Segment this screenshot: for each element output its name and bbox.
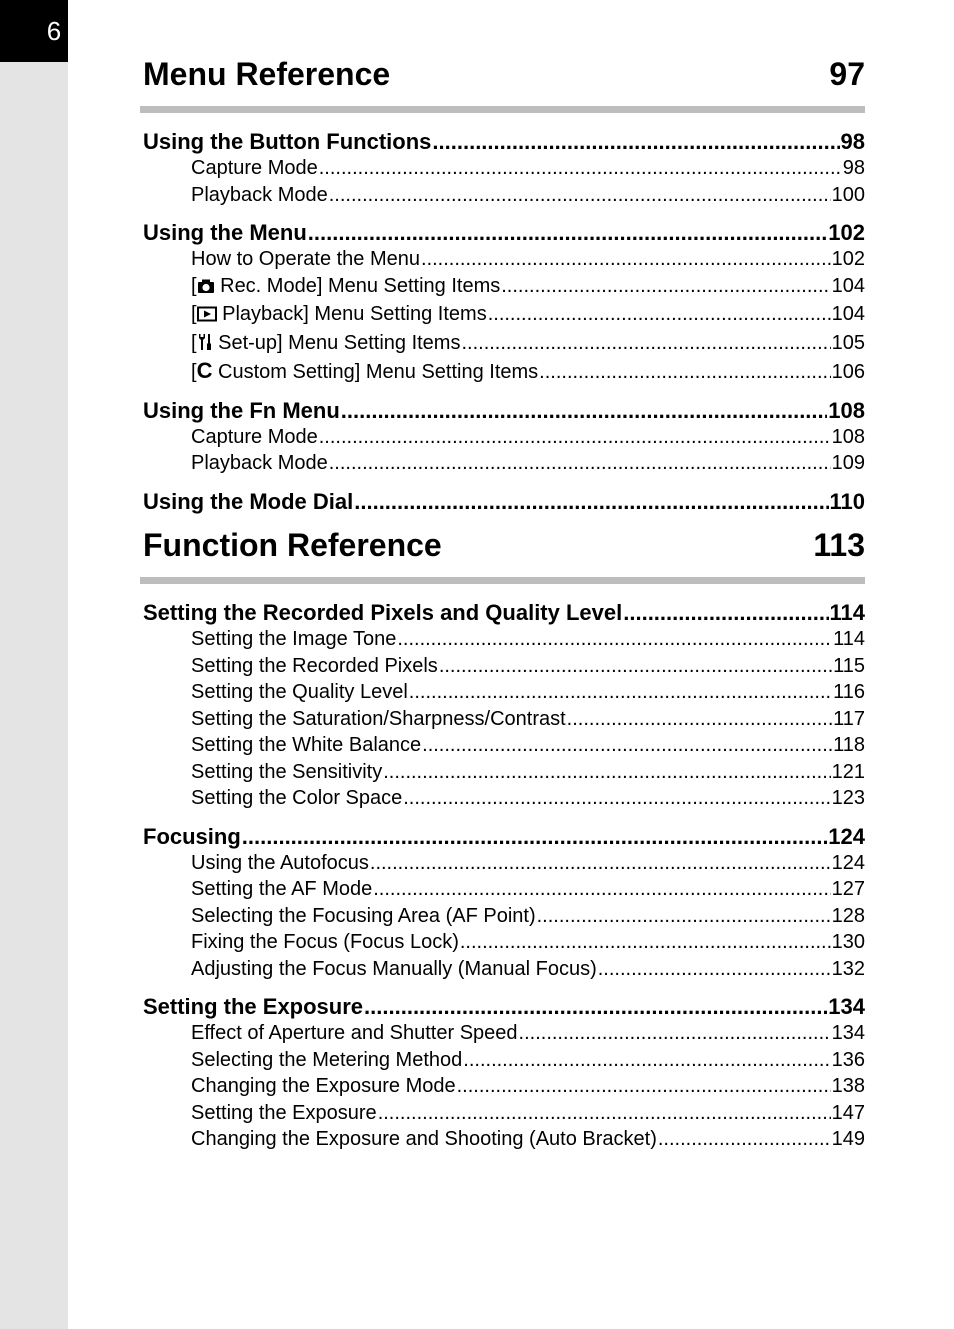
chapter-heading[interactable] <box>143 525 865 565</box>
chapter-title: Function Reference <box>143 527 442 563</box>
toc-entry[interactable]: Capture Mode ..... 108 <box>143 424 865 451</box>
toc-section <box>143 489 865 515</box>
chapter-page: 97 <box>829 56 865 92</box>
toc-section <box>143 129 865 208</box>
leader-dots <box>439 653 832 680</box>
toc-section-entry[interactable]: Using the Mode Dial ..... 110 <box>143 489 865 515</box>
leader-dots <box>598 956 831 983</box>
toc-entry[interactable]: Playback Mode ..... 109 <box>143 450 865 477</box>
toc-entry[interactable]: Fixing the Focus (Focus Lock) ..... 130 <box>143 929 865 956</box>
leader-dots <box>421 246 831 273</box>
leader-dots <box>329 182 831 209</box>
leader-dots <box>242 824 828 850</box>
toc-entry[interactable]: Setting the White Balance ..... 118 <box>143 732 865 759</box>
leader-dots <box>319 424 831 451</box>
camera-icon <box>197 275 215 302</box>
chapter-page: 113 <box>813 527 865 563</box>
toc-section-entry[interactable]: Setting the Exposure ..... 134 <box>143 994 865 1020</box>
leader-dots <box>354 489 828 515</box>
custom-c-icon: C <box>196 358 213 383</box>
leader-dots <box>378 1100 831 1127</box>
toc-entry[interactable]: Setting the AF Mode ..... 127 <box>143 876 865 903</box>
toc-entry[interactable]: Changing the Exposure Mode ..... 138 <box>143 1073 865 1100</box>
leader-dots <box>432 129 839 155</box>
leader-dots <box>329 450 831 477</box>
toc-entry[interactable]: Playback Mode ..... 100 <box>143 182 865 209</box>
leader-dots <box>370 850 831 877</box>
toc-entry[interactable]: Using the Autofocus ..... 124 <box>143 850 865 877</box>
leader-dots <box>658 1126 831 1153</box>
toc-entry[interactable]: Selecting the Focusing Area (AF Point) ..... 128 <box>143 903 865 930</box>
leader-dots <box>373 876 830 903</box>
chapter-rule <box>140 106 865 113</box>
leader-dots <box>403 785 830 812</box>
toc-entry[interactable]: Setting the Color Space ..... 123 <box>143 785 865 812</box>
toc-entry[interactable]: Selecting the Metering Method ..... 136 <box>143 1047 865 1074</box>
page-number-tab <box>0 0 68 62</box>
toc-entry[interactable]: [ Set-up] Menu Setting Items ..... 105 <box>143 330 865 359</box>
wrench-icon <box>197 332 213 359</box>
toc-section-entry[interactable]: Using the Menu ..... 102 <box>143 220 865 246</box>
leader-dots <box>501 273 830 300</box>
toc-section-entry[interactable]: Using the Button Functions ..... 98 <box>143 129 865 155</box>
playback-icon <box>197 303 217 330</box>
toc-section-entry[interactable]: Using the Fn Menu ..... 108 <box>143 398 865 424</box>
toc-entry[interactable]: [ Playback] Menu Setting Items ..... 104 <box>143 301 865 330</box>
toc-entry[interactable]: Setting the Recorded Pixels ..... 115 <box>143 653 865 680</box>
leader-dots <box>308 220 828 246</box>
toc-entry[interactable]: Setting the Saturation/Sharpness/Contrast ..... 117 <box>143 706 865 733</box>
leader-dots <box>422 732 832 759</box>
side-margin-strip <box>0 0 68 1329</box>
toc-entry[interactable]: [C Custom Setting] Menu Setting Items ..... 106 <box>143 358 865 386</box>
leader-dots <box>567 706 832 733</box>
toc-section-entry[interactable]: Setting the Recorded Pixels and Quality Level ..... 114 <box>143 600 865 626</box>
toc-section <box>143 398 865 477</box>
leader-dots <box>461 330 830 357</box>
leader-dots <box>539 359 830 386</box>
leader-dots <box>319 155 842 182</box>
toc-section <box>143 600 865 812</box>
toc-section <box>143 994 865 1153</box>
leader-dots <box>488 301 831 328</box>
toc-entry[interactable]: How to Operate the Menu ..... 102 <box>143 246 865 273</box>
toc-entry[interactable]: Adjusting the Focus Manually (Manual Focus) ..... 132 <box>143 956 865 983</box>
leader-dots <box>460 929 831 956</box>
leader-dots <box>364 994 827 1020</box>
chapter-function-reference <box>143 525 865 1153</box>
chapter-menu-reference <box>143 54 865 515</box>
leader-dots <box>341 398 828 424</box>
leader-dots <box>463 1047 830 1074</box>
chapter-heading[interactable] <box>143 54 865 94</box>
leader-dots <box>623 600 828 626</box>
leader-dots <box>537 903 831 930</box>
toc-entry[interactable]: Setting the Image Tone ..... 114 <box>143 626 865 653</box>
toc-entry[interactable]: Effect of Aperture and Shutter Speed ..... 134 <box>143 1020 865 1047</box>
toc-entry[interactable]: [ Rec. Mode] Menu Setting Items ..... 104 <box>143 273 865 302</box>
toc-entry[interactable]: Changing the Exposure and Shooting (Auto Bracket) ..... 149 <box>143 1126 865 1153</box>
toc-section <box>143 220 865 386</box>
toc-section <box>143 824 865 983</box>
leader-dots <box>383 759 830 786</box>
chapter-title: Menu Reference <box>143 56 391 92</box>
toc-entry[interactable]: Setting the Quality Level ..... 116 <box>143 679 865 706</box>
toc-entry[interactable]: Setting the Exposure ..... 147 <box>143 1100 865 1127</box>
leader-dots <box>397 626 832 653</box>
leader-dots <box>409 679 832 706</box>
leader-dots <box>519 1020 831 1047</box>
toc-section-entry[interactable]: Focusing ..... 124 <box>143 824 865 850</box>
page-number: 6 <box>46 15 62 46</box>
toc-entry[interactable]: Capture Mode ..... 98 <box>143 155 865 182</box>
leader-dots <box>457 1073 831 1100</box>
toc-entry[interactable]: Setting the Sensitivity ..... 121 <box>143 759 865 786</box>
chapter-rule <box>140 577 865 584</box>
